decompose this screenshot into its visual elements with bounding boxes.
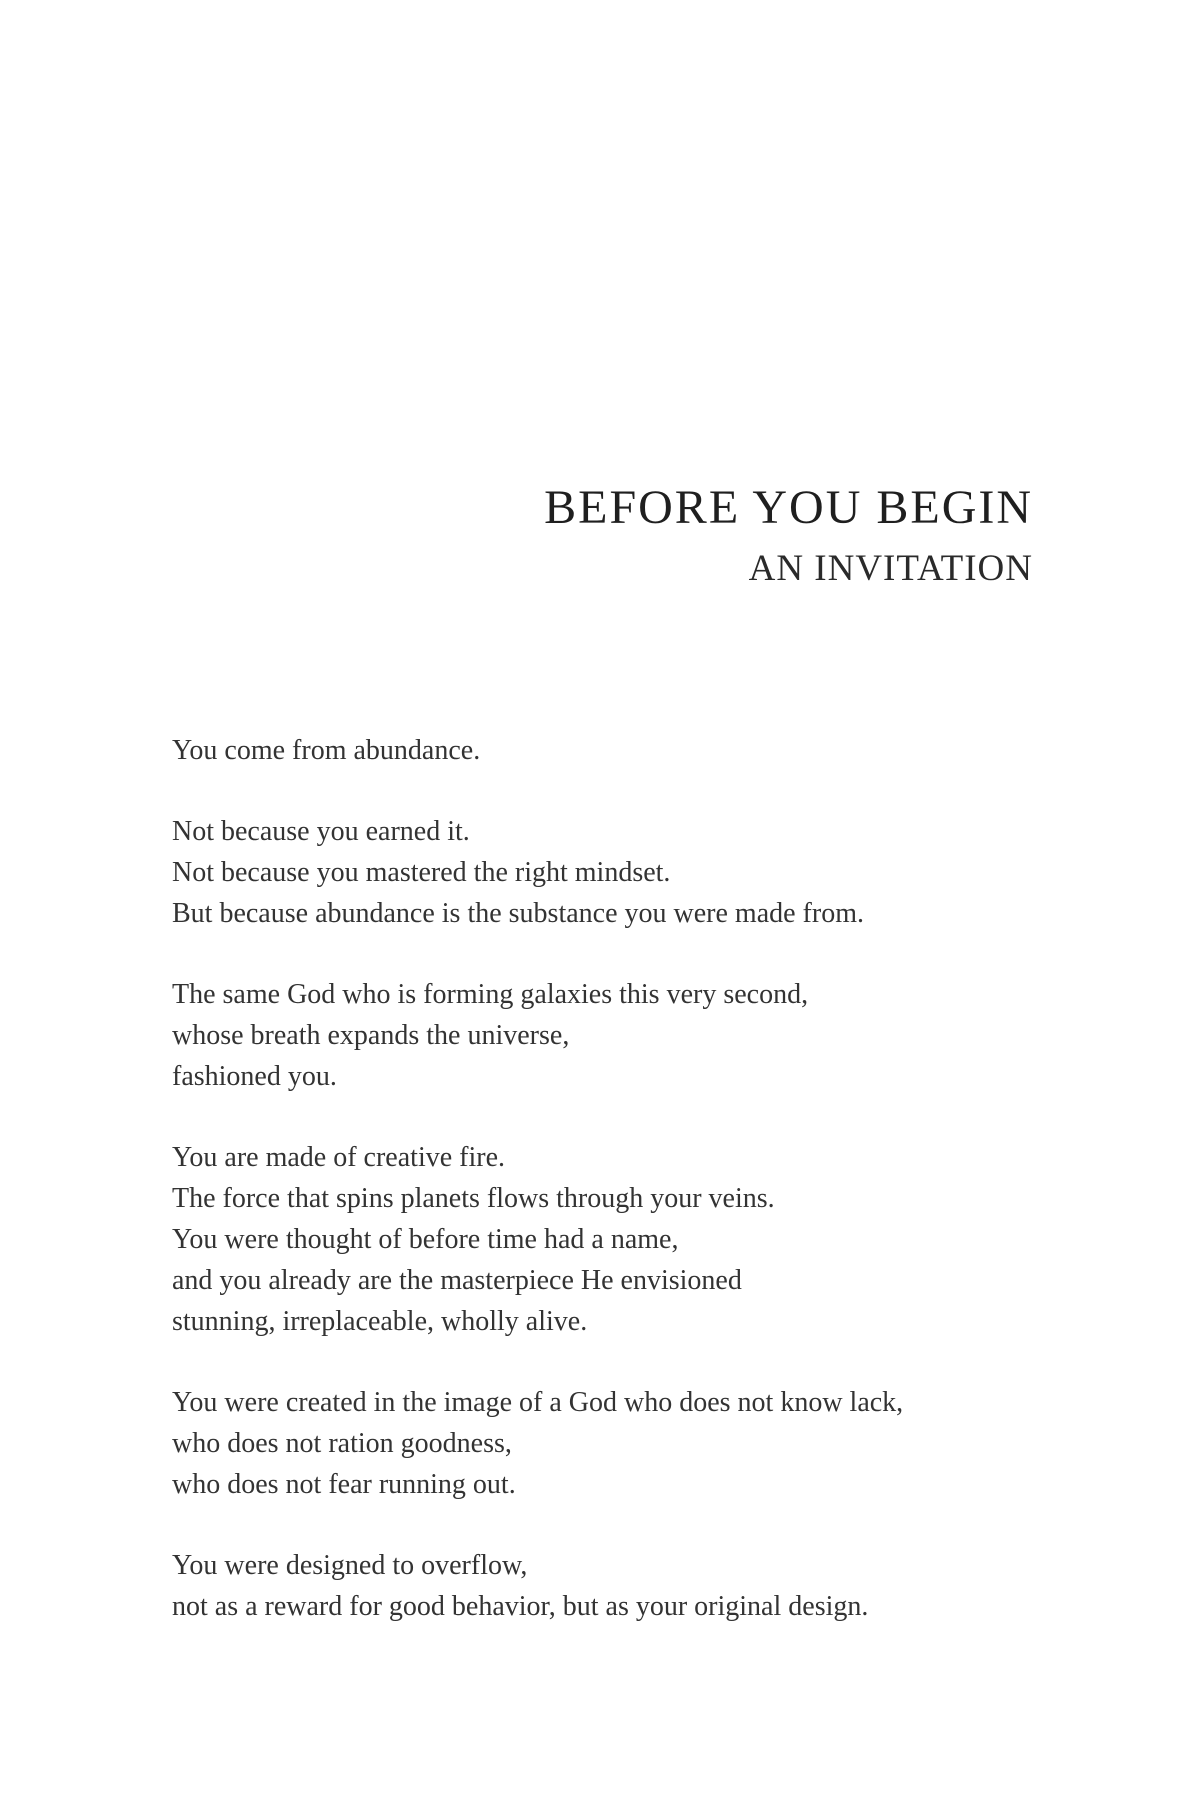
stanza-6 <box>172 1545 1072 1627</box>
poem-line: The force that spins planets flows through your veins. <box>172 1183 775 1214</box>
stanza-3 <box>172 974 1072 1097</box>
poem-line: not as a reward for good behavior, but as your original design. <box>172 1591 869 1622</box>
stanza-1 <box>172 730 1072 771</box>
poem-line: Not because you earned it. <box>172 816 470 847</box>
poem-line: Not because you mastered the right mindset. <box>172 857 671 888</box>
poem-line: whose breath expands the universe, <box>172 1020 570 1051</box>
stanza-5 <box>172 1382 1072 1505</box>
poem-line: You were created in the image of a God who does not know lack, <box>172 1387 904 1418</box>
stanza-2 <box>172 811 1072 934</box>
poem-line: The same God who is forming galaxies this very second, <box>172 979 809 1010</box>
poem-line: who does not fear running out. <box>172 1469 516 1500</box>
poem-body <box>172 730 1072 1667</box>
poem-line: You are made of creative fire. <box>172 1142 506 1173</box>
poem-line: fashioned you. <box>172 1061 337 1092</box>
stanza-4 <box>172 1137 1072 1342</box>
poem-line: stunning, irreplaceable, wholly alive. <box>172 1306 588 1337</box>
poem-line: You were thought of before time had a name, <box>172 1224 679 1255</box>
chapter-heading <box>544 478 1033 594</box>
chapter-title: BEFORE YOU BEGIN <box>544 481 1033 534</box>
poem-line: and you already are the masterpiece He envisioned <box>172 1265 742 1296</box>
poem-line: who does not ration goodness, <box>172 1428 512 1459</box>
poem-line: You were designed to overflow, <box>172 1550 528 1581</box>
chapter-subtitle: AN INVITATION <box>748 548 1033 589</box>
poem-line: But because abundance is the substance you were made from. <box>172 898 864 929</box>
poem-line: You come from abundance. <box>172 735 481 766</box>
